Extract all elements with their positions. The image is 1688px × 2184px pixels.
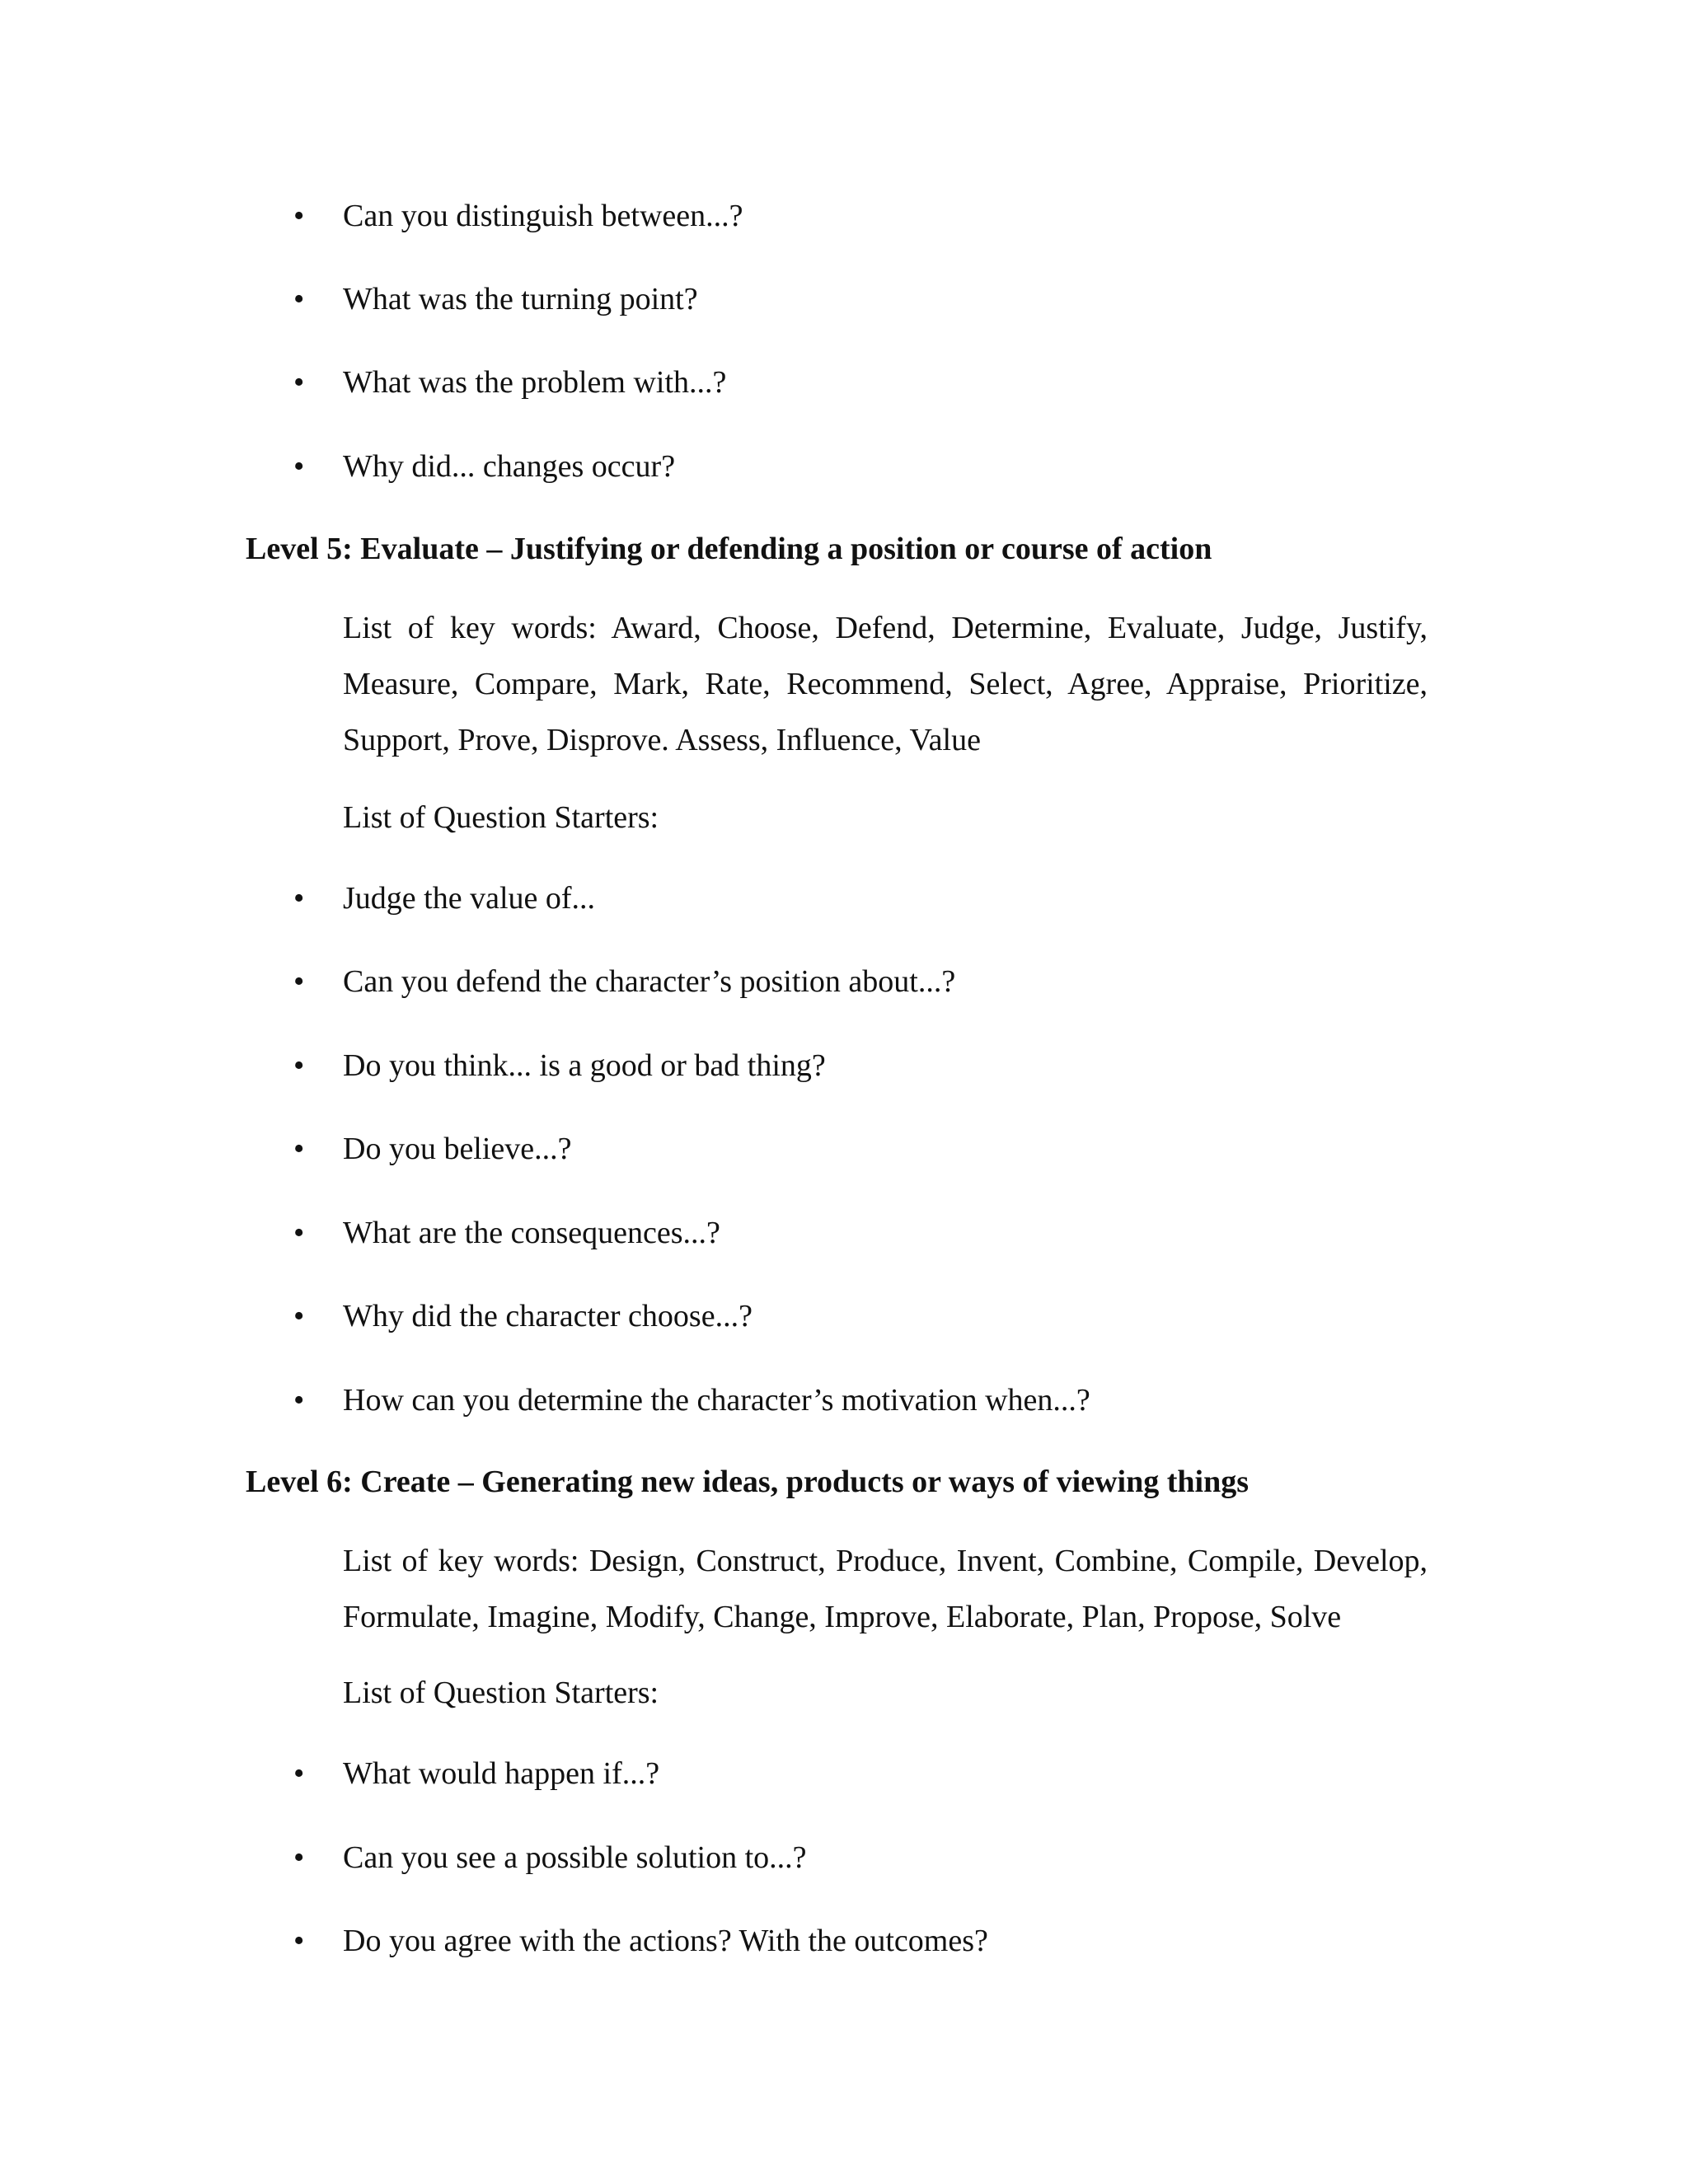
list-item [293, 1376, 1090, 1425]
question-starters-label: List of Question Starters: [343, 800, 659, 835]
keywords-line: Measure, Compare, Mark, Rate, Recommend, Select, Agree, Appraise, Prioritize, [343, 667, 1428, 701]
bullet-icon: • [293, 1383, 305, 1418]
list-item [293, 442, 675, 491]
question-text: Why did the character choose...? [343, 1299, 753, 1333]
question-text: What would happen if...? [343, 1756, 660, 1791]
bullet-icon: • [293, 199, 305, 233]
list-item [293, 1749, 659, 1798]
question-text: How can you determine the character’s motivation when...? [343, 1383, 1090, 1418]
bullet-icon: • [293, 1299, 305, 1333]
bullet-icon: • [293, 1048, 305, 1083]
question-text: Do you think... is a good or bad thing? [343, 1048, 826, 1083]
question-starters-label: List of Question Starters: [343, 1675, 659, 1710]
list-item [293, 1833, 807, 1882]
list-item [293, 358, 726, 407]
bullet-icon: • [293, 881, 305, 916]
list-item [293, 191, 743, 241]
question-text: Can you defend the character’s position about...? [343, 964, 956, 999]
question-text: Do you agree with the actions? With the outcomes? [343, 1924, 988, 1958]
question-text: What was the problem with...? [343, 365, 727, 400]
keywords-line: Formulate, Imagine, Modify, Change, Improve, Elaborate, Plan, Propose, Solve [343, 1600, 1342, 1634]
question-text: Can you see a possible solution to...? [343, 1840, 807, 1875]
bullet-icon: • [293, 1132, 305, 1166]
list-item [293, 1124, 572, 1174]
bullet-icon: • [293, 1924, 305, 1958]
list-item [293, 1291, 753, 1341]
question-text: What was the turning point? [343, 282, 698, 316]
bullet-icon: • [293, 1756, 305, 1791]
bullet-icon: • [293, 365, 305, 400]
question-text: Do you believe...? [343, 1132, 572, 1166]
bullet-icon: • [293, 449, 305, 484]
list-item [293, 957, 955, 1006]
section-heading-level-5: Level 5: Evaluate – Justifying or defending a position or course of action [246, 532, 1212, 566]
keywords-line: Support, Prove, Disprove. Assess, Influence, Value [343, 723, 981, 757]
question-text: Why did... changes occur? [343, 449, 676, 484]
question-text: What are the consequences...? [343, 1216, 720, 1250]
section-heading-level-6: Level 6: Create – Generating new ideas, products or ways of viewing things [246, 1465, 1250, 1499]
keywords-paragraph-level-6 [343, 1533, 1428, 1645]
list-item [293, 1916, 988, 1966]
list-item [293, 874, 595, 923]
bullet-icon: • [293, 1216, 305, 1250]
bullet-icon: • [293, 1840, 305, 1875]
list-item [293, 1041, 826, 1090]
list-item [293, 1208, 720, 1258]
keywords-line: List of key words: Award, Choose, Defend, Determine, Evaluate, Judge, Justify, [343, 611, 1428, 645]
keywords-paragraph-level-5 [343, 600, 1428, 768]
question-text: Judge the value of... [343, 881, 596, 916]
keywords-line: List of key words: Design, Construct, Produce, Invent, Combine, Compile, Develop, [343, 1544, 1428, 1578]
bullet-icon: • [293, 964, 305, 999]
list-item [293, 274, 698, 324]
question-text: Can you distinguish between...? [343, 199, 743, 233]
bullet-icon: • [293, 282, 305, 316]
